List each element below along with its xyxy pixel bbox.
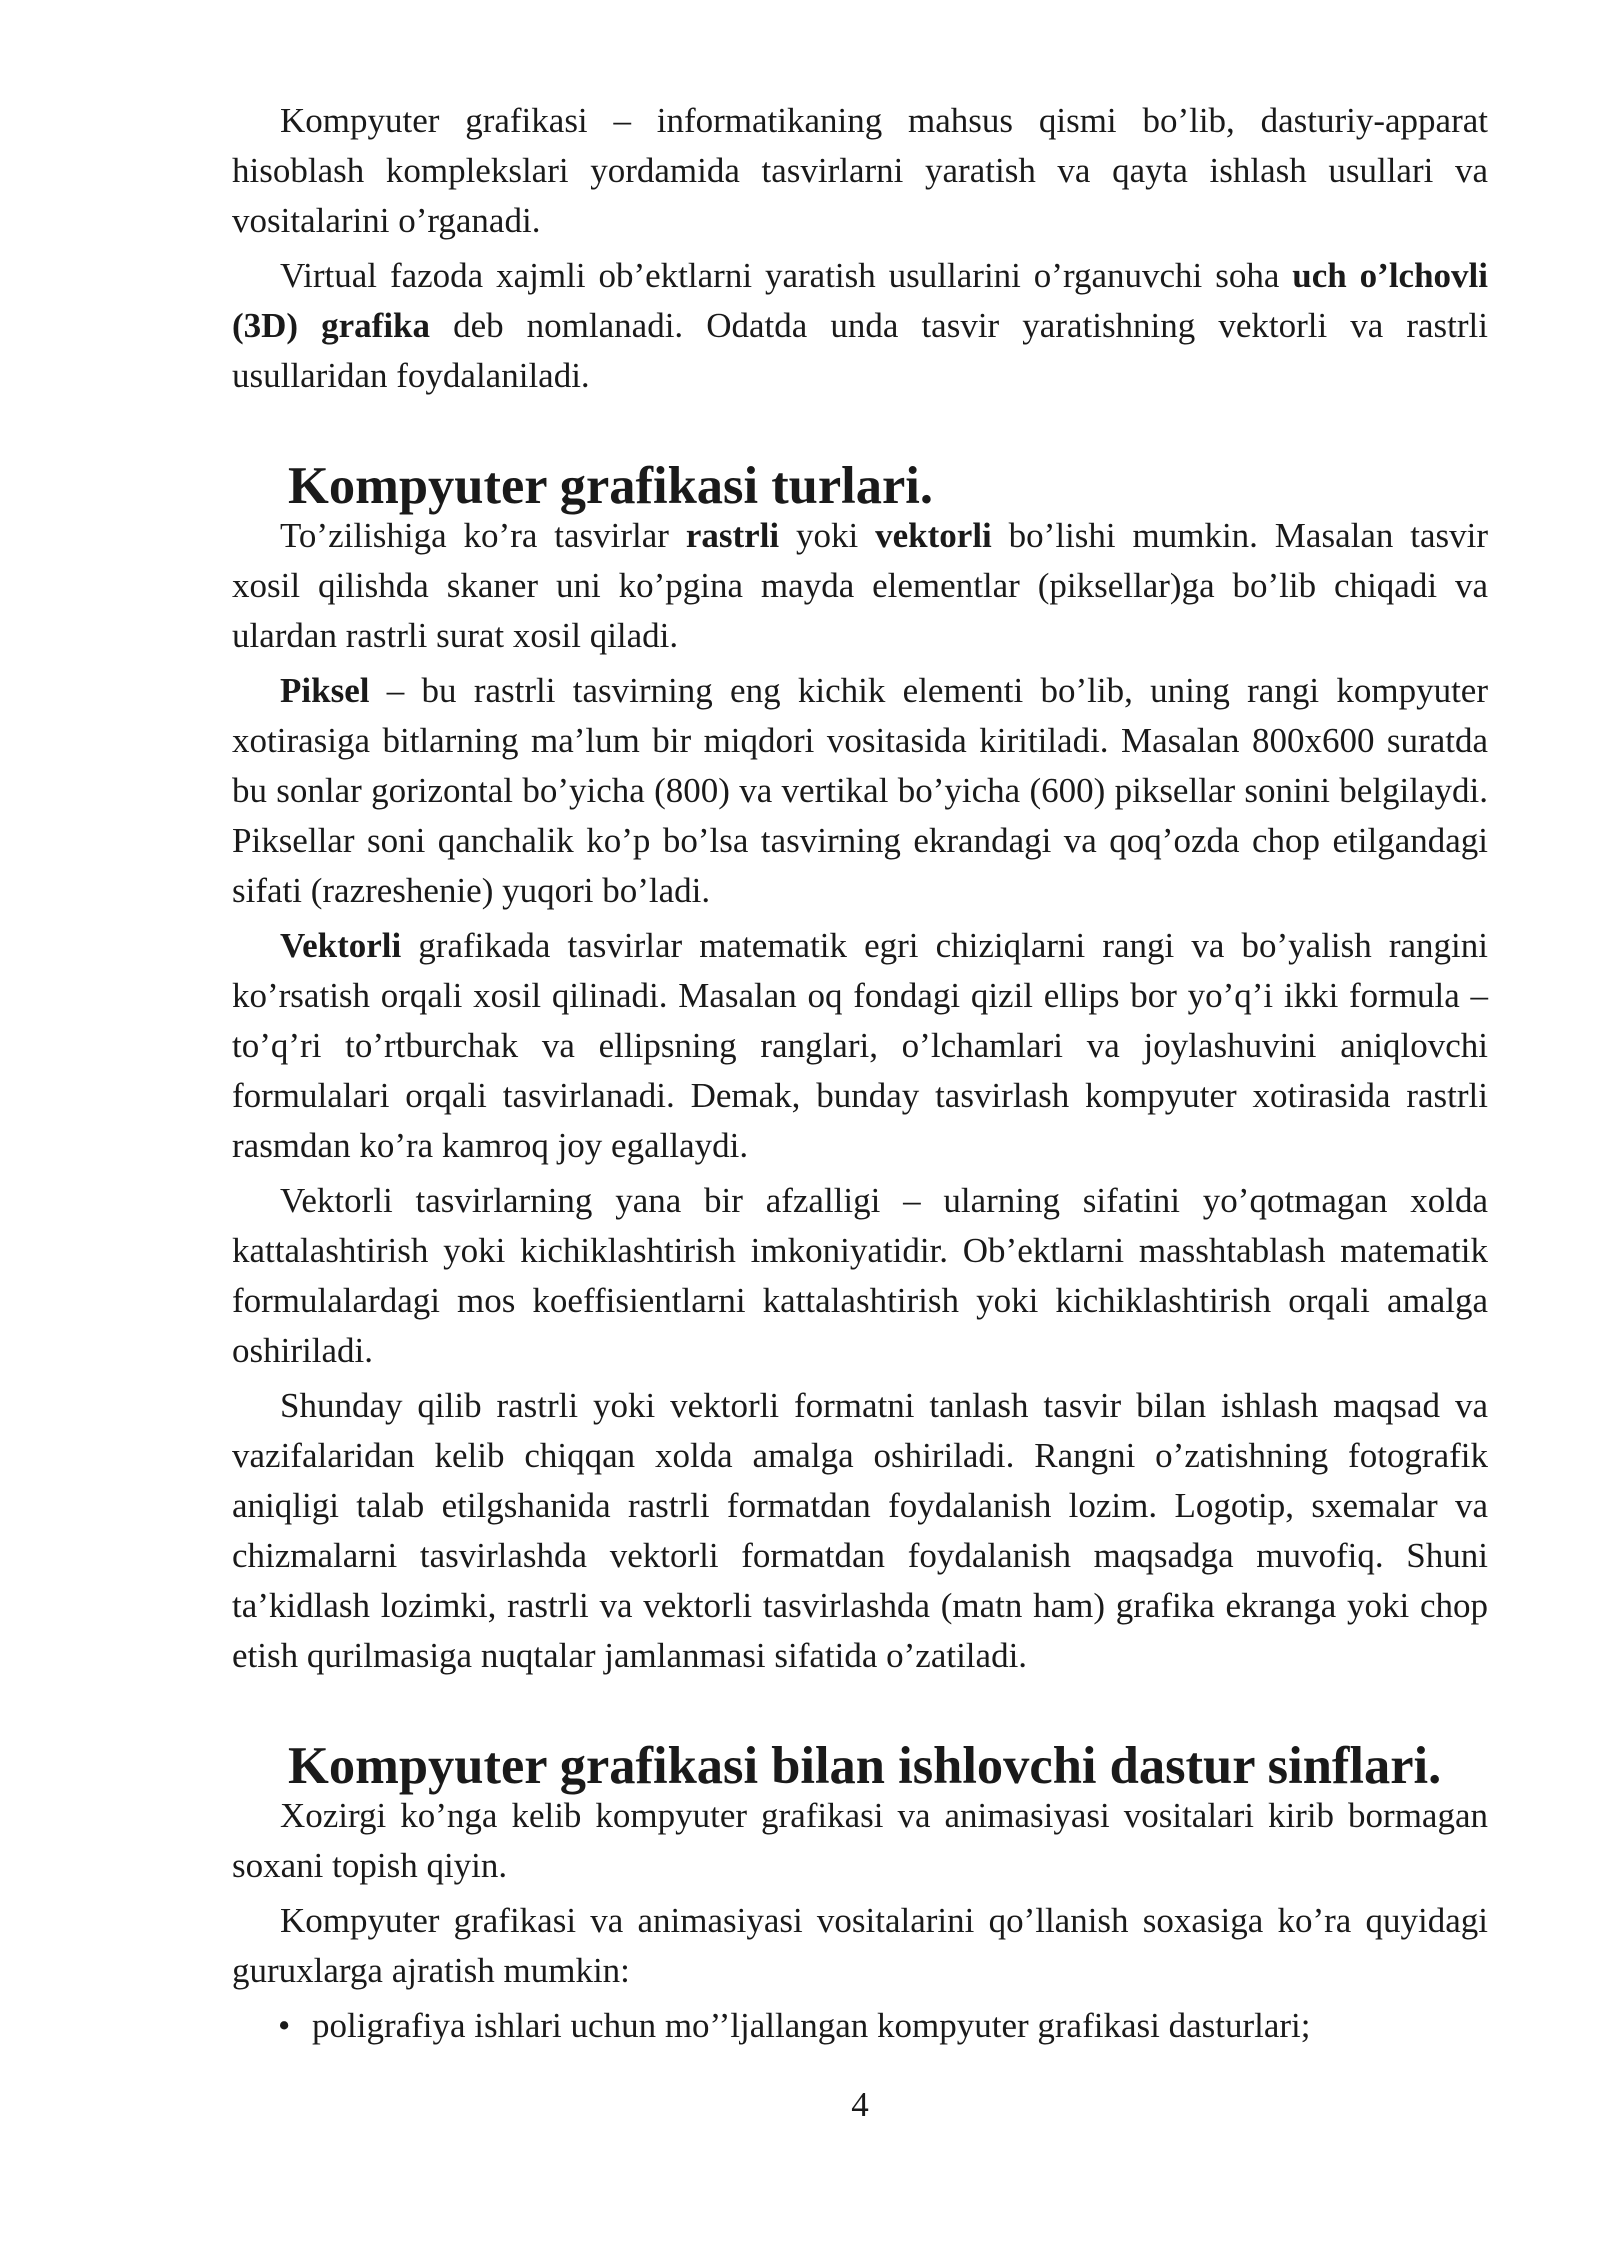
types-paragraph-vector (232, 921, 1488, 1171)
term-3d-graphics: uch o’lchovli (3D) grafika (232, 256, 1488, 345)
intro-paragraph-2-text-a: Virtual fazoda xajmli ob’ektlarni yaratish usullarini o’rganuvchi soha (280, 256, 1293, 295)
types-paragraph-4-text: Vektorli tasvirlarning yana bir afzalligi – ularning sifatini yo’qotmagan xolda kattalashtirish yoki kichiklashtirish imkoniyatidir. Ob’ektlarni masshtablash matematik formulalardagi mos koeffisientlarni kattalashtirish yoki kichiklashtirish orqali amalga oshiriladi. (232, 1181, 1488, 1370)
types-paragraph-pixel-text: – bu rastrli tasvirning eng kichik elementi bo’lib, uning rangi kompyuter xotirasiga bitlarning ma’lum bir miqdori vositasida kiritiladi. Masalan 800x600 suratda bu sonlar gorizontal bo’yicha (800) va vertikal bo’yicha (600) piksellar sonini belgilaydi. Piksellar soni qanchalik ko’p bo’lsa tasvirning ekrandagi va qoq’ozda chop etilgandagi sifati (razreshenie) yuqori bo’ladi. (232, 671, 1488, 910)
intro-paragraph-1-text: Kompyuter grafikasi – informatikaning mahsus qismi bo’lib, dasturiy-apparat hisoblash komplekslari yordamida tasvirlarni yaratish va qayta ishlash usullari va vositalarini o’rganadi. (232, 101, 1488, 240)
intro-paragraph-2-text-c: deb nomlanadi. Odatda unda tasvir yaratishning vektorli va rastrli usullaridan foydalaniladi. (232, 306, 1488, 395)
types-paragraph-1-text-e: bo’lishi mumkin. Masalan tasvir xosil qilishda skaner uni ko’pgina mayda elementlar (piksellar)ga bo’lib chiqadi va ulardan rastrli surat xosil qiladi. (232, 516, 1489, 655)
section-spacer (232, 406, 1488, 461)
types-paragraph-5-text: Shunday qilib rastrli yoki vektorli formatni tanlash tasvir bilan ishlash maqsad va vazifalaridan kelib chiqqan xolda amalga oshiriladi. Rangni o’zatishning fotografik aniqligi talab etilgshanida rastrli formatdan foydalanish lozim. Logotip, sxemalar va chizmalarni tasvirlashda vektorli formatdan foydalanish maqsadga muvofiq. Shuni ta’kidlash lozimki, rastrli va vektorli tasvirlashda (matn ham) grafika ekranga yoki chop etish qurilmasiga nuqtalar jamlanmasi sifatida o’zatiladi. (232, 1386, 1488, 1675)
classes-paragraph-2-text: Kompyuter grafikasi va animasiyasi vositalarini qo’llanish soxasiga ko’ra quyidagi guruxlarga ajratish mumkin: (232, 1901, 1488, 1990)
bullet-icon: • (278, 2006, 291, 2045)
classes-paragraph-1-text: Xozirgi ko’nga kelib kompyuter grafikasi va animasiyasi vositalari kirib bormagan soxani topish qiyin. (232, 1796, 1488, 1885)
software-classes-list (232, 2001, 1488, 2051)
types-paragraph-1-text-c: yoki (779, 516, 876, 555)
intro-paragraph-1 (232, 96, 1488, 246)
types-paragraph-1 (232, 511, 1488, 661)
term-vector: vektorli (875, 516, 992, 555)
term-vector-graphics: Vektorli (280, 926, 402, 965)
types-paragraph-1-text-a: To’zilishiga ko’ra tasvirlar (280, 516, 686, 555)
types-paragraph-vector-text: grafikada tasvirlar matematik egri chiziqlarni rangi va bo’yalish rangini ko’rsatish orqali xosil qilinadi. Masalan oq fondagi qizil ellips bor yo’q’i ikki formula – to’q’ri to’rtburchak va ellipsning ranglari, o’lchamlari va joylashuvini aniqlovchi formulalari orqali tasvirlanadi. Demak, bunday tasvirlash kompyuter xotirasida rastrli rasmdan ko’ra kamroq joy egallaydi. (232, 926, 1488, 1165)
classes-paragraph-2 (232, 1896, 1488, 1996)
intro-paragraph-2 (232, 251, 1488, 401)
term-pixel: Piksel (280, 671, 370, 710)
types-paragraph-5 (232, 1381, 1488, 1681)
section-heading-types: Kompyuter grafikasi turlari. (288, 457, 934, 515)
list-item-text: poligrafiya ishlari uchun mo’’ljallangan kompyuter grafikasi dasturlari; (312, 2006, 1311, 2045)
classes-paragraph-1 (232, 1791, 1488, 1891)
section-spacer (232, 1686, 1488, 1741)
types-paragraph-pixel (232, 666, 1488, 916)
term-raster: rastrli (685, 516, 780, 555)
types-paragraph-4 (232, 1176, 1488, 1376)
section-heading-classes: Kompyuter grafikasi bilan ishlovchi dastur sinflari. (288, 1737, 1442, 1795)
list-item (232, 2001, 1488, 2051)
page-number: 4 (851, 2085, 869, 2124)
document-page (232, 96, 1488, 2051)
